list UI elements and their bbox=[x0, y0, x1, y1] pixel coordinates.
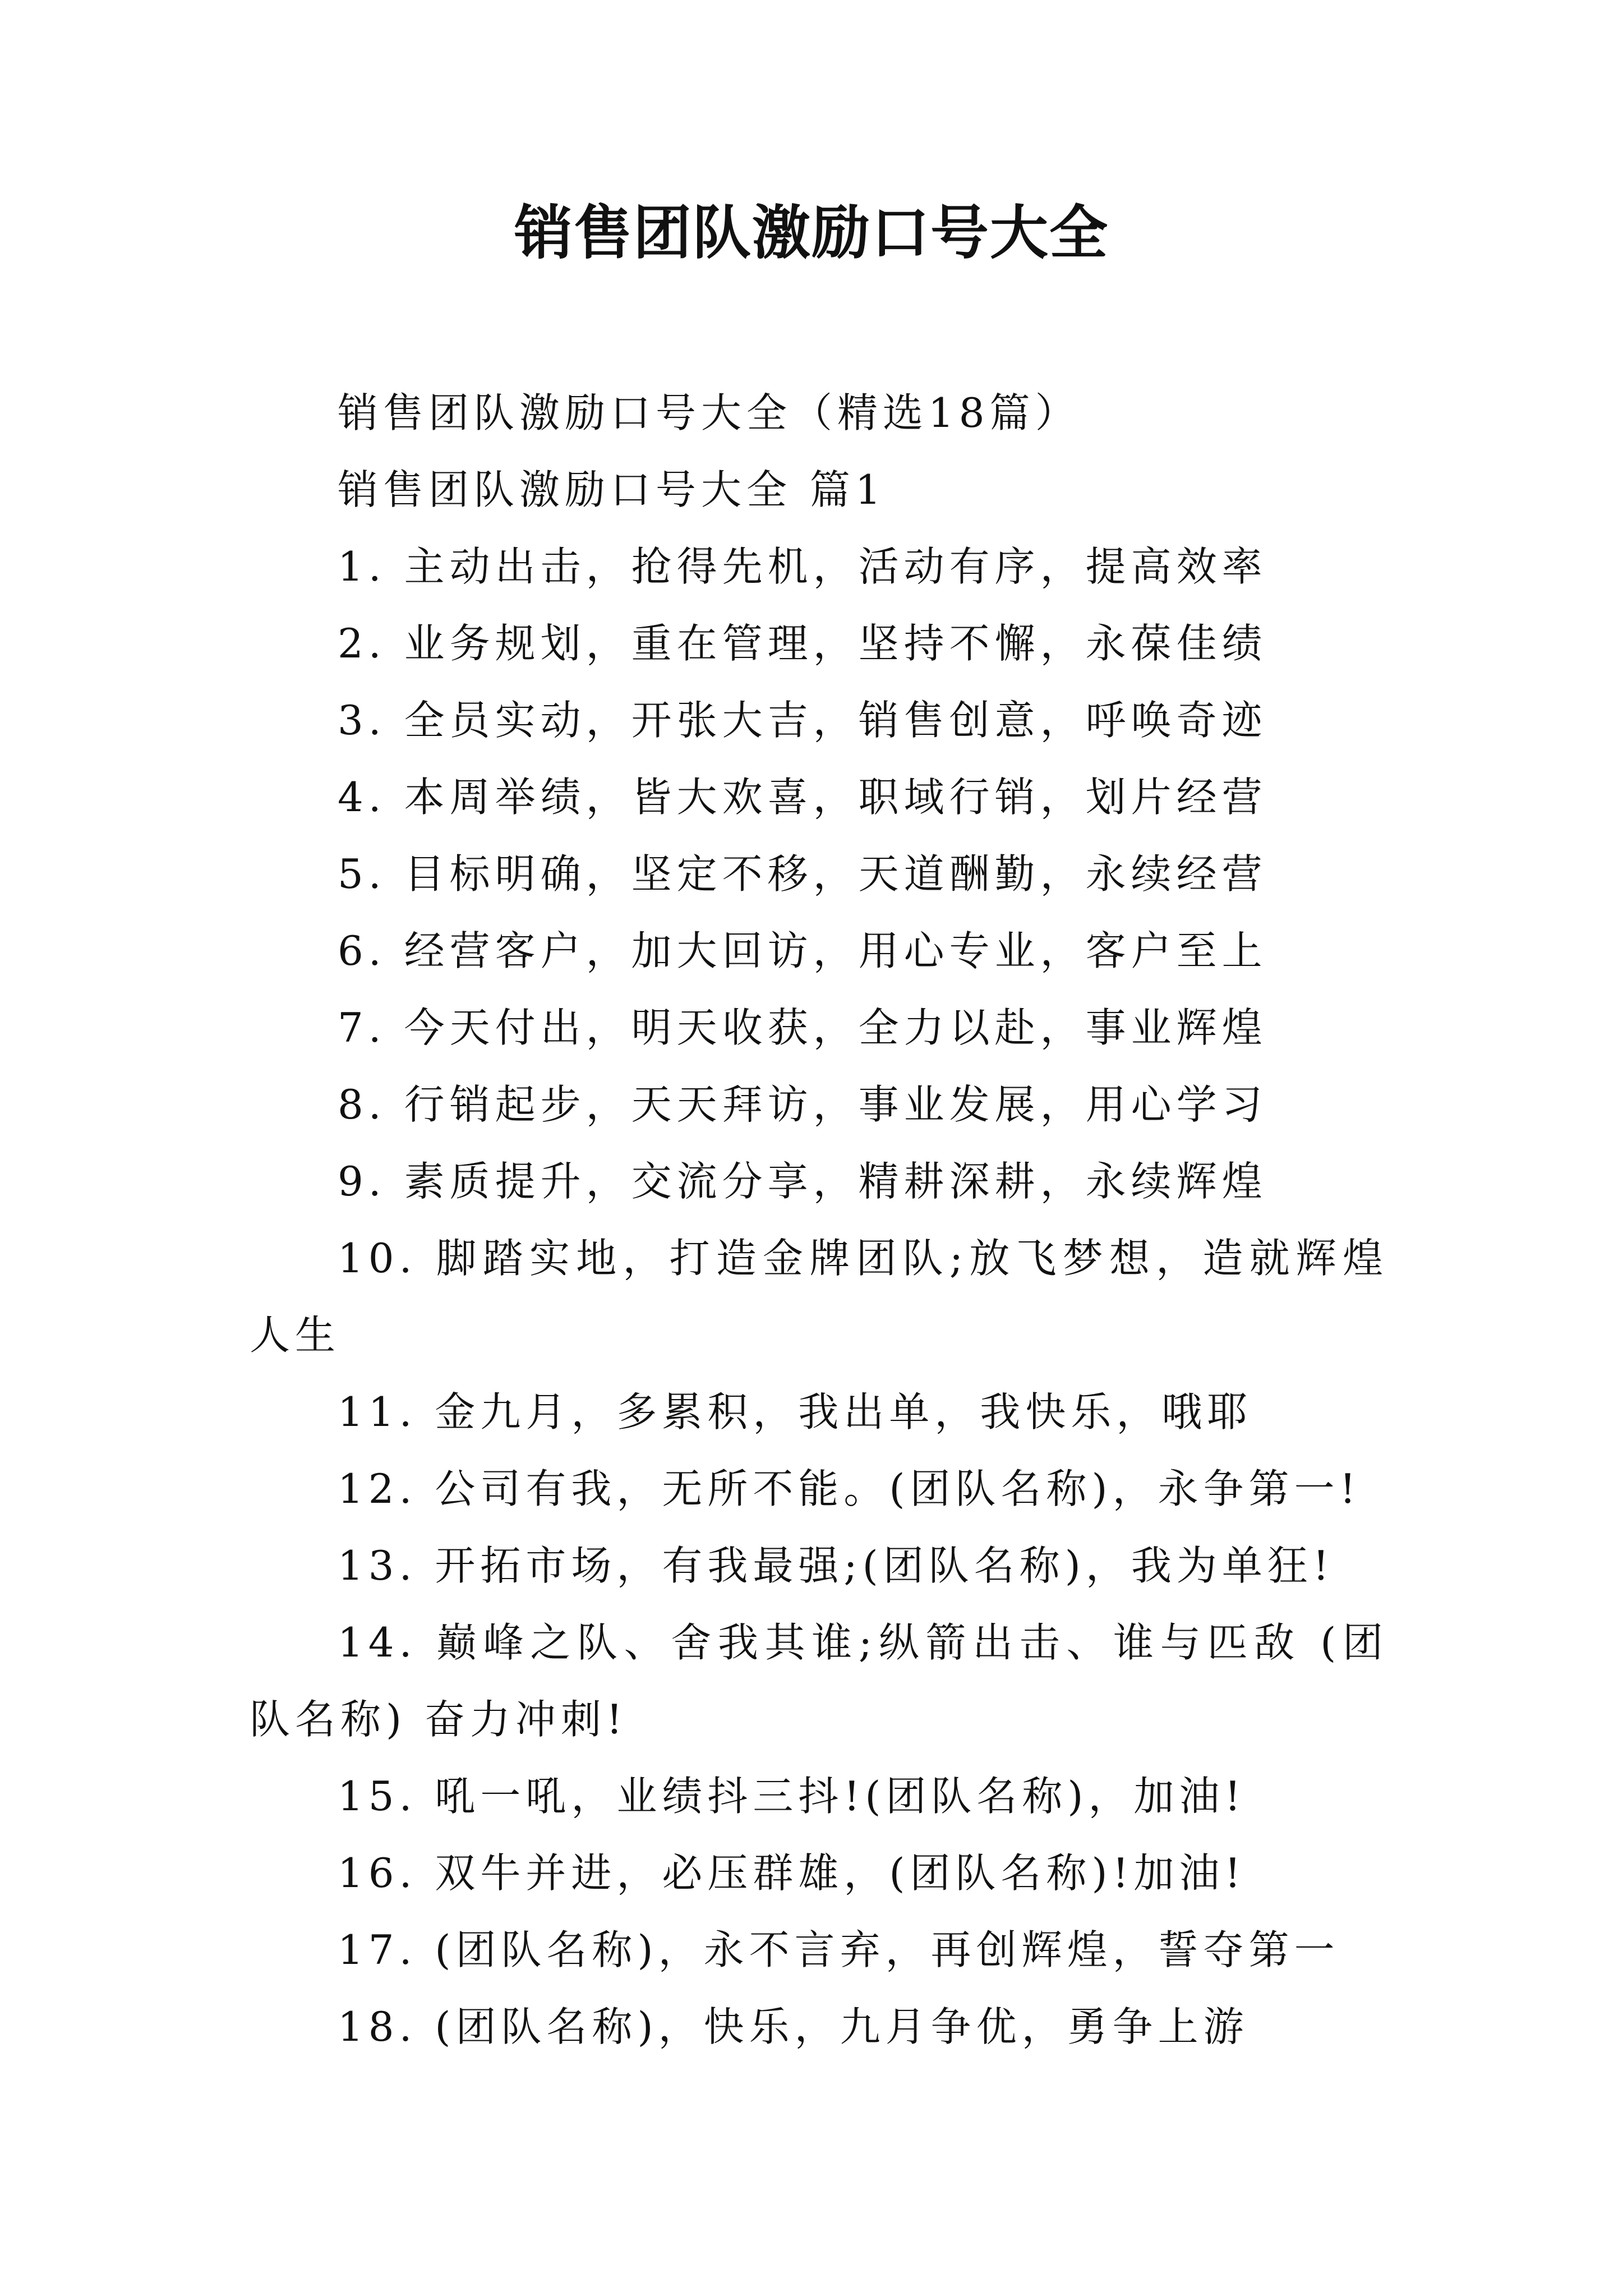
slogan-item: 12. 公司有我，无所不能。(团队名称)，永争第一! bbox=[338, 1465, 1361, 1512]
slogan-item: 2. 业务规划，重在管理，坚持不懈，永葆佳绩 bbox=[338, 620, 1267, 667]
section-heading: 销售团队激励口号大全 篇1 bbox=[338, 466, 886, 513]
slogan-item: 17. (团队名称)，永不言弃，再创辉煌，誓夺第一 bbox=[338, 1926, 1340, 1973]
slogan-item: 9. 素质提升，交流分享，精耕深耕，永续辉煌 bbox=[338, 1158, 1267, 1205]
slogan-item: 6. 经营客户，加大回访，用心专业，客户至上 bbox=[338, 927, 1267, 974]
slogan-item: 16. 双牛并进，必压群雄，(团队名称)!加油! bbox=[338, 1849, 1246, 1897]
slogan-item: 11. 金九月，多累积，我出单，我快乐，哦耶 bbox=[338, 1388, 1253, 1435]
slogan-item: 18. (团队名称)，快乐，九月争优，勇争上游 bbox=[338, 2003, 1249, 2050]
document-title: 销售团队激励口号大全 bbox=[514, 198, 1109, 267]
slogan-item: 5. 目标明确，坚定不移，天道酬勤，永续经营 bbox=[338, 850, 1267, 898]
slogan-item: 14. 巅峰之队、舍我其谁;纵箭出击、谁与匹敌 (团队名称) 奋力冲刺! bbox=[250, 1619, 1388, 1743]
slogan-item: 8. 行销起步，天天拜访，事业发展，用心学习 bbox=[338, 1081, 1267, 1128]
document-subtitle: 销售团队激励口号大全（精选18篇） bbox=[338, 389, 1081, 436]
slogan-item: 15. 吼一吼，业绩抖三抖!(团队名称)，加油! bbox=[338, 1773, 1246, 1820]
slogan-item: 7. 今天付出，明天收获，全力以赴，事业辉煌 bbox=[338, 1004, 1267, 1051]
slogan-item: 10. 脚踏实地，打造金牌团队;放飞梦想，造就辉煌人生 bbox=[250, 1235, 1388, 1359]
slogan-item: 4. 本周举绩，皆大欢喜，职域行销，划片经营 bbox=[338, 774, 1267, 821]
slogan-item: 1. 主动出击，抢得先机，活动有序，提高效率 bbox=[338, 543, 1267, 590]
slogan-item: 13. 开拓市场，有我最强;(团队名称)，我为单狂! bbox=[338, 1542, 1334, 1589]
slogan-item: 3. 全员实动，开张大吉，销售创意，呼唤奇迹 bbox=[338, 697, 1267, 744]
document-body bbox=[250, 375, 1388, 2065]
